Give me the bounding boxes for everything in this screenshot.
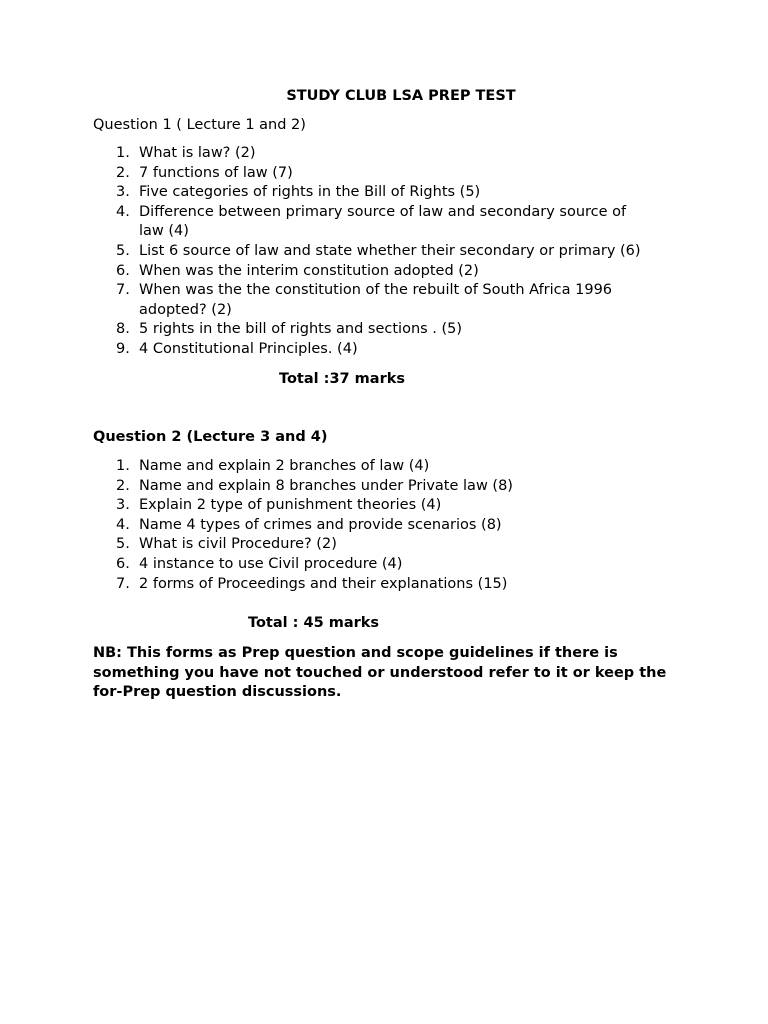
- question1-heading: Question 1 ( Lecture 1 and 2): [93, 117, 306, 133]
- item-text: 5 rights in the bill of rights and sections . (5): [139, 321, 463, 338]
- list-item: [93, 203, 639, 242]
- item-number: 3.: [116, 497, 130, 514]
- item-text: 2 forms of Proceedings and their explanations (15): [139, 575, 508, 592]
- list-item: [93, 262, 693, 282]
- item-number: 1.: [116, 458, 130, 474]
- item-number: 1.: [116, 145, 130, 161]
- item-number: 2.: [116, 164, 130, 181]
- item-text: What is law? (2): [139, 145, 256, 161]
- list-item: [93, 242, 693, 262]
- list-item: [93, 457, 693, 477]
- item-text: Explain 2 type of punishment theories (4): [139, 497, 442, 514]
- question2-list: [93, 457, 693, 594]
- item-number: 5.: [116, 242, 130, 259]
- item-text: List 6 source of law and state whether their secondary or primary (6): [139, 242, 641, 259]
- item-text: When was the the constitution of the rebuilt of South Africa 1996 adopted? (2): [139, 282, 613, 318]
- list-item: [93, 320, 693, 340]
- item-text: What is civil Procedure? (2): [139, 536, 337, 553]
- item-number: 3.: [116, 184, 130, 201]
- list-item: [93, 477, 693, 497]
- list-item: [93, 575, 693, 595]
- list-item: [93, 144, 693, 164]
- list-item: [93, 164, 693, 184]
- item-number: 7.: [116, 282, 130, 299]
- item-number: 5.: [116, 536, 130, 553]
- list-item: [93, 535, 693, 555]
- item-number: 4.: [116, 203, 130, 220]
- page-title: STUDY CLUB LSA PREP TEST: [286, 88, 516, 104]
- list-item: [93, 496, 693, 516]
- item-text: Name and explain 8 branches under Private law (8): [139, 477, 513, 494]
- item-text: Five categories of rights in the Bill of Rights (5): [139, 184, 481, 201]
- item-text: 7 functions of law (7): [139, 164, 293, 181]
- item-number: 7.: [116, 575, 130, 592]
- question1-list: [93, 144, 693, 360]
- item-text: Difference between primary source of law and secondary source of law (4): [139, 203, 627, 240]
- list-item: [93, 183, 693, 203]
- item-number: 9.: [116, 340, 130, 357]
- question2-heading: Question 2 (Lecture 3 and 4): [93, 429, 328, 445]
- item-text: 4 Constitutional Principles. (4): [139, 340, 358, 357]
- item-text: 4 instance to use Civil procedure (4): [139, 555, 403, 572]
- question1-total: Total :37 marks: [279, 371, 406, 387]
- item-text: Name and explain 2 branches of law (4): [139, 458, 430, 474]
- list-item: [93, 555, 693, 575]
- item-number: 6.: [116, 262, 130, 279]
- item-text: When was the interim constitution adopted (2): [139, 262, 479, 279]
- item-text: Name 4 types of crimes and provide scenarios (8): [139, 516, 502, 533]
- item-number: 4.: [116, 516, 130, 533]
- nb-note: NB: This forms as Prep question and scope guidelines if there is something you have not touched or understood refer to it or keep the for-Prep question discussions.: [93, 645, 667, 701]
- item-number: 2.: [116, 477, 130, 494]
- question2-total: Total : 45 marks: [248, 615, 380, 631]
- list-item: [93, 340, 693, 360]
- list-item: [93, 281, 639, 320]
- list-item: [93, 516, 693, 536]
- item-number: 8.: [116, 321, 130, 338]
- item-number: 6.: [116, 555, 130, 572]
